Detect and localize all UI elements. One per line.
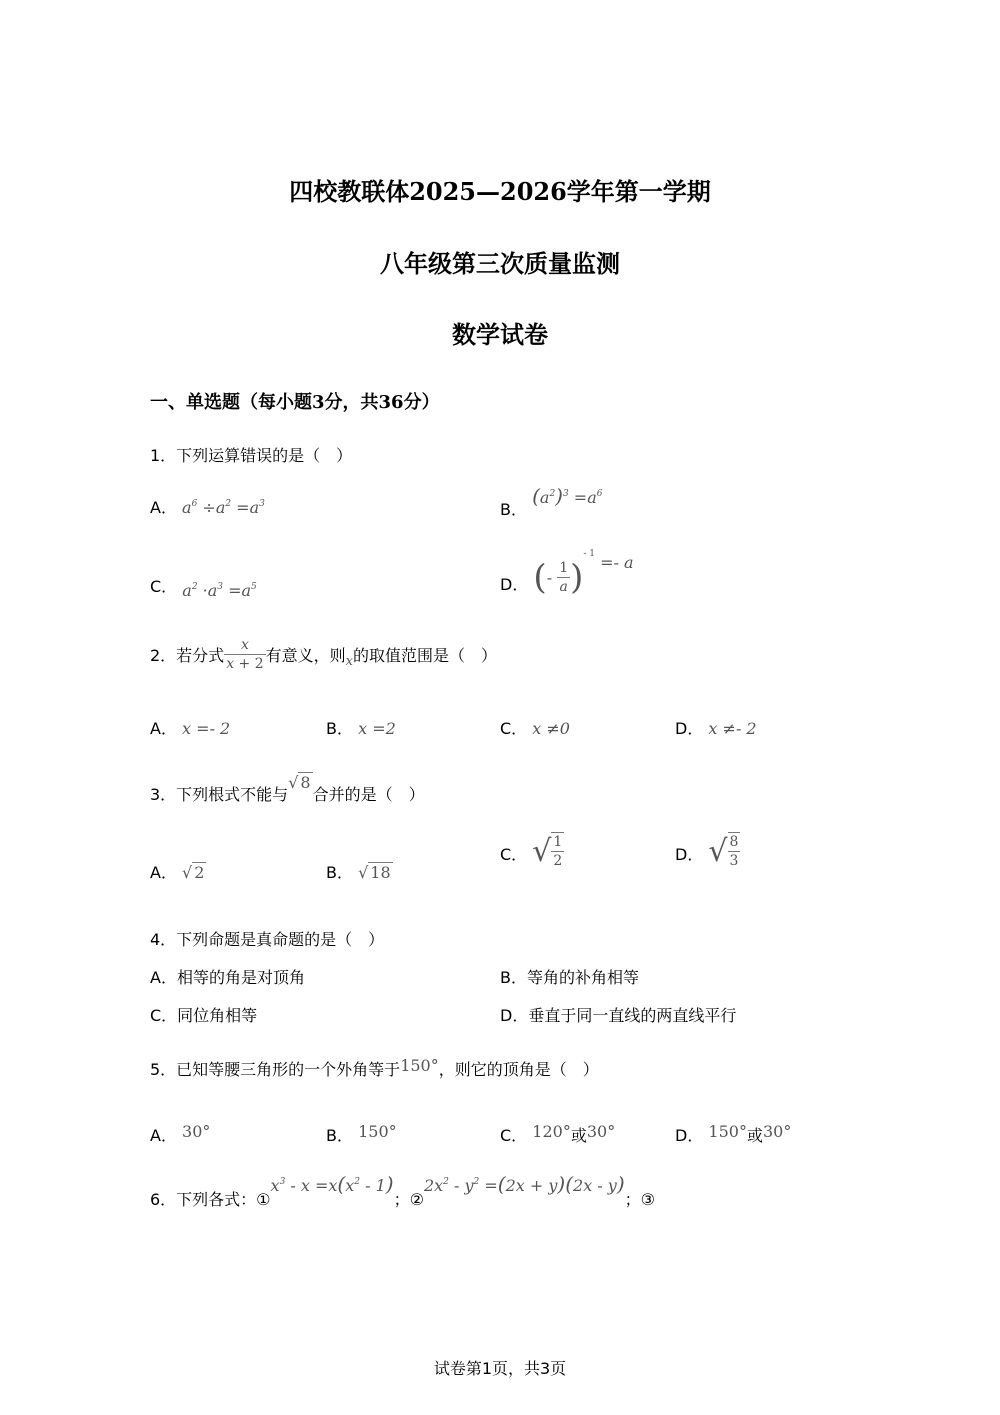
q3-option-b-math: √ 18 xyxy=(358,863,391,882)
q3-option-b-label: B． xyxy=(326,863,353,882)
q2-option-c-math: x ≠0 xyxy=(532,719,570,738)
exam-title-line3: 数学试卷 xyxy=(452,320,548,349)
q6-sep-2: ；③ xyxy=(624,1190,655,1209)
q5-option-c-math1: 120° xyxy=(532,1122,571,1141)
q3-stem-post: 合并的是（ ） xyxy=(312,785,425,804)
q3-option-d-label: D． xyxy=(675,844,704,864)
q5-option-d-math1: 150° xyxy=(708,1122,747,1141)
q2-stem-post: 的取值范围是（ ） xyxy=(353,646,498,665)
question-5-stem xyxy=(150,1053,599,1079)
q1-option-d xyxy=(500,549,634,598)
q1-option-c xyxy=(150,574,257,600)
q5-stem-pre: 5．已知等腰三角形的一个外角等于 xyxy=(150,1060,401,1079)
q6-expr-1: $x^3 - x =x(x^2 - 1)$ xyxy=(270,1172,394,1196)
q2-option-d xyxy=(675,716,757,739)
q5-stem-math: 150° xyxy=(400,1056,439,1075)
section-heading: 一、单选题（每小题3分，共36分） xyxy=(150,392,440,413)
q1-option-d-math: (- $\frac{1}{a}$ )$^{- 1}$ =- a xyxy=(533,549,634,598)
q1-option-c-label: C． xyxy=(150,577,178,596)
q2-option-d-math: x ≠- 2 xyxy=(708,719,757,738)
q5-option-c-or: 或 xyxy=(570,1126,587,1145)
question-3-stem xyxy=(150,770,425,804)
q4-option-a: A．相等的角是对顶角 xyxy=(150,968,305,987)
exam-title-line1: 四校教联体2025—2026学年第一学期 xyxy=(289,177,711,206)
q3-option-b xyxy=(326,860,393,883)
q2-fraction: $\frac{x}{x + 2}$ xyxy=(226,637,264,672)
page-footer: 试卷第1页，共3页 xyxy=(433,1359,567,1378)
question-4-stem: 4．下列命题是真命题的是（ ） xyxy=(150,930,385,949)
exam-title-line2: 八年级第三次质量监测 xyxy=(380,249,620,278)
q1-option-c-math: $a^2 \cdot a^3 =a^5$ xyxy=(182,581,257,600)
q6-sep-1: ；② xyxy=(393,1190,424,1209)
q2-option-d-label: D． xyxy=(675,719,704,738)
q3-option-c-math: √ $\frac{1}{2}$ xyxy=(532,833,563,869)
q2-option-a xyxy=(150,716,230,739)
q5-option-c-math2: 30° xyxy=(586,1122,616,1141)
q1-option-b xyxy=(500,484,603,519)
question-6-stem xyxy=(150,1172,655,1209)
q3-option-d xyxy=(675,832,740,870)
q1-option-b-label: B． xyxy=(500,500,527,519)
q2-option-c-label: C． xyxy=(500,719,528,738)
q4-option-d: D．垂直于同一直线的两直线平行 xyxy=(500,1006,737,1025)
q5-option-c xyxy=(500,1119,616,1145)
q2-stem-mid: 有意义，则 xyxy=(265,646,346,665)
q1-option-a-label: A． xyxy=(150,498,177,517)
q3-stem-pre: 3．下列根式不能与 xyxy=(150,785,289,804)
q2-option-b xyxy=(326,716,396,739)
q2-option-c xyxy=(500,716,570,739)
q1-option-d-label: D． xyxy=(500,575,529,594)
q5-option-b xyxy=(326,1119,397,1145)
q3-option-c xyxy=(500,832,564,870)
q5-option-b-label: B． xyxy=(326,1126,353,1145)
q1-option-b-math: $(a^2)^3 =a^6$ xyxy=(532,484,603,508)
q5-option-d-math2: 30° xyxy=(762,1122,792,1141)
q6-expr-2: $2x^2 - y^2 =(2x + y)(2x - y)$ xyxy=(423,1172,625,1196)
q3-option-a-label: A． xyxy=(150,863,177,882)
q5-option-d-or: 或 xyxy=(746,1126,763,1145)
q2-stem-pre: 2．若分式 xyxy=(150,646,225,665)
question-1-stem: 1．下列运算错误的是（ ） xyxy=(150,446,353,465)
q3-option-a xyxy=(150,860,206,883)
q1-option-a-math: $a^6 \div a^2 =a^3$ xyxy=(182,498,265,517)
q4-option-b: B．等角的补角相等 xyxy=(500,968,639,987)
q2-option-b-label: B． xyxy=(326,719,353,738)
q4-option-c: C．同位角相等 xyxy=(150,1006,258,1025)
q2-option-a-label: A． xyxy=(150,719,177,738)
q3-option-a-math: √ 2 xyxy=(182,863,205,882)
q5-stem-post: ，则它的顶角是（ ） xyxy=(438,1060,599,1079)
q5-option-d xyxy=(675,1119,792,1145)
q2-variable: x xyxy=(345,654,353,669)
q3-option-c-label: C． xyxy=(500,844,528,864)
q2-option-a-math: x =- 2 xyxy=(182,719,231,738)
q2-option-b-math: x =2 xyxy=(358,719,396,738)
q1-option-a xyxy=(150,495,265,518)
question-2-stem xyxy=(150,636,497,673)
q6-stem-pre: 6．下列各式：① xyxy=(150,1190,271,1209)
q3-sqrt8: √ 8 xyxy=(288,773,311,792)
q5-option-b-math: 150° xyxy=(358,1122,397,1141)
q5-option-a-label: A． xyxy=(150,1126,177,1145)
q5-option-a xyxy=(150,1119,211,1145)
q5-option-c-label: C． xyxy=(500,1126,528,1145)
q5-option-d-label: D． xyxy=(675,1126,704,1145)
q5-option-a-math: 30° xyxy=(182,1122,211,1141)
q3-option-d-math: √ $\frac{8}{3}$ xyxy=(708,833,739,869)
